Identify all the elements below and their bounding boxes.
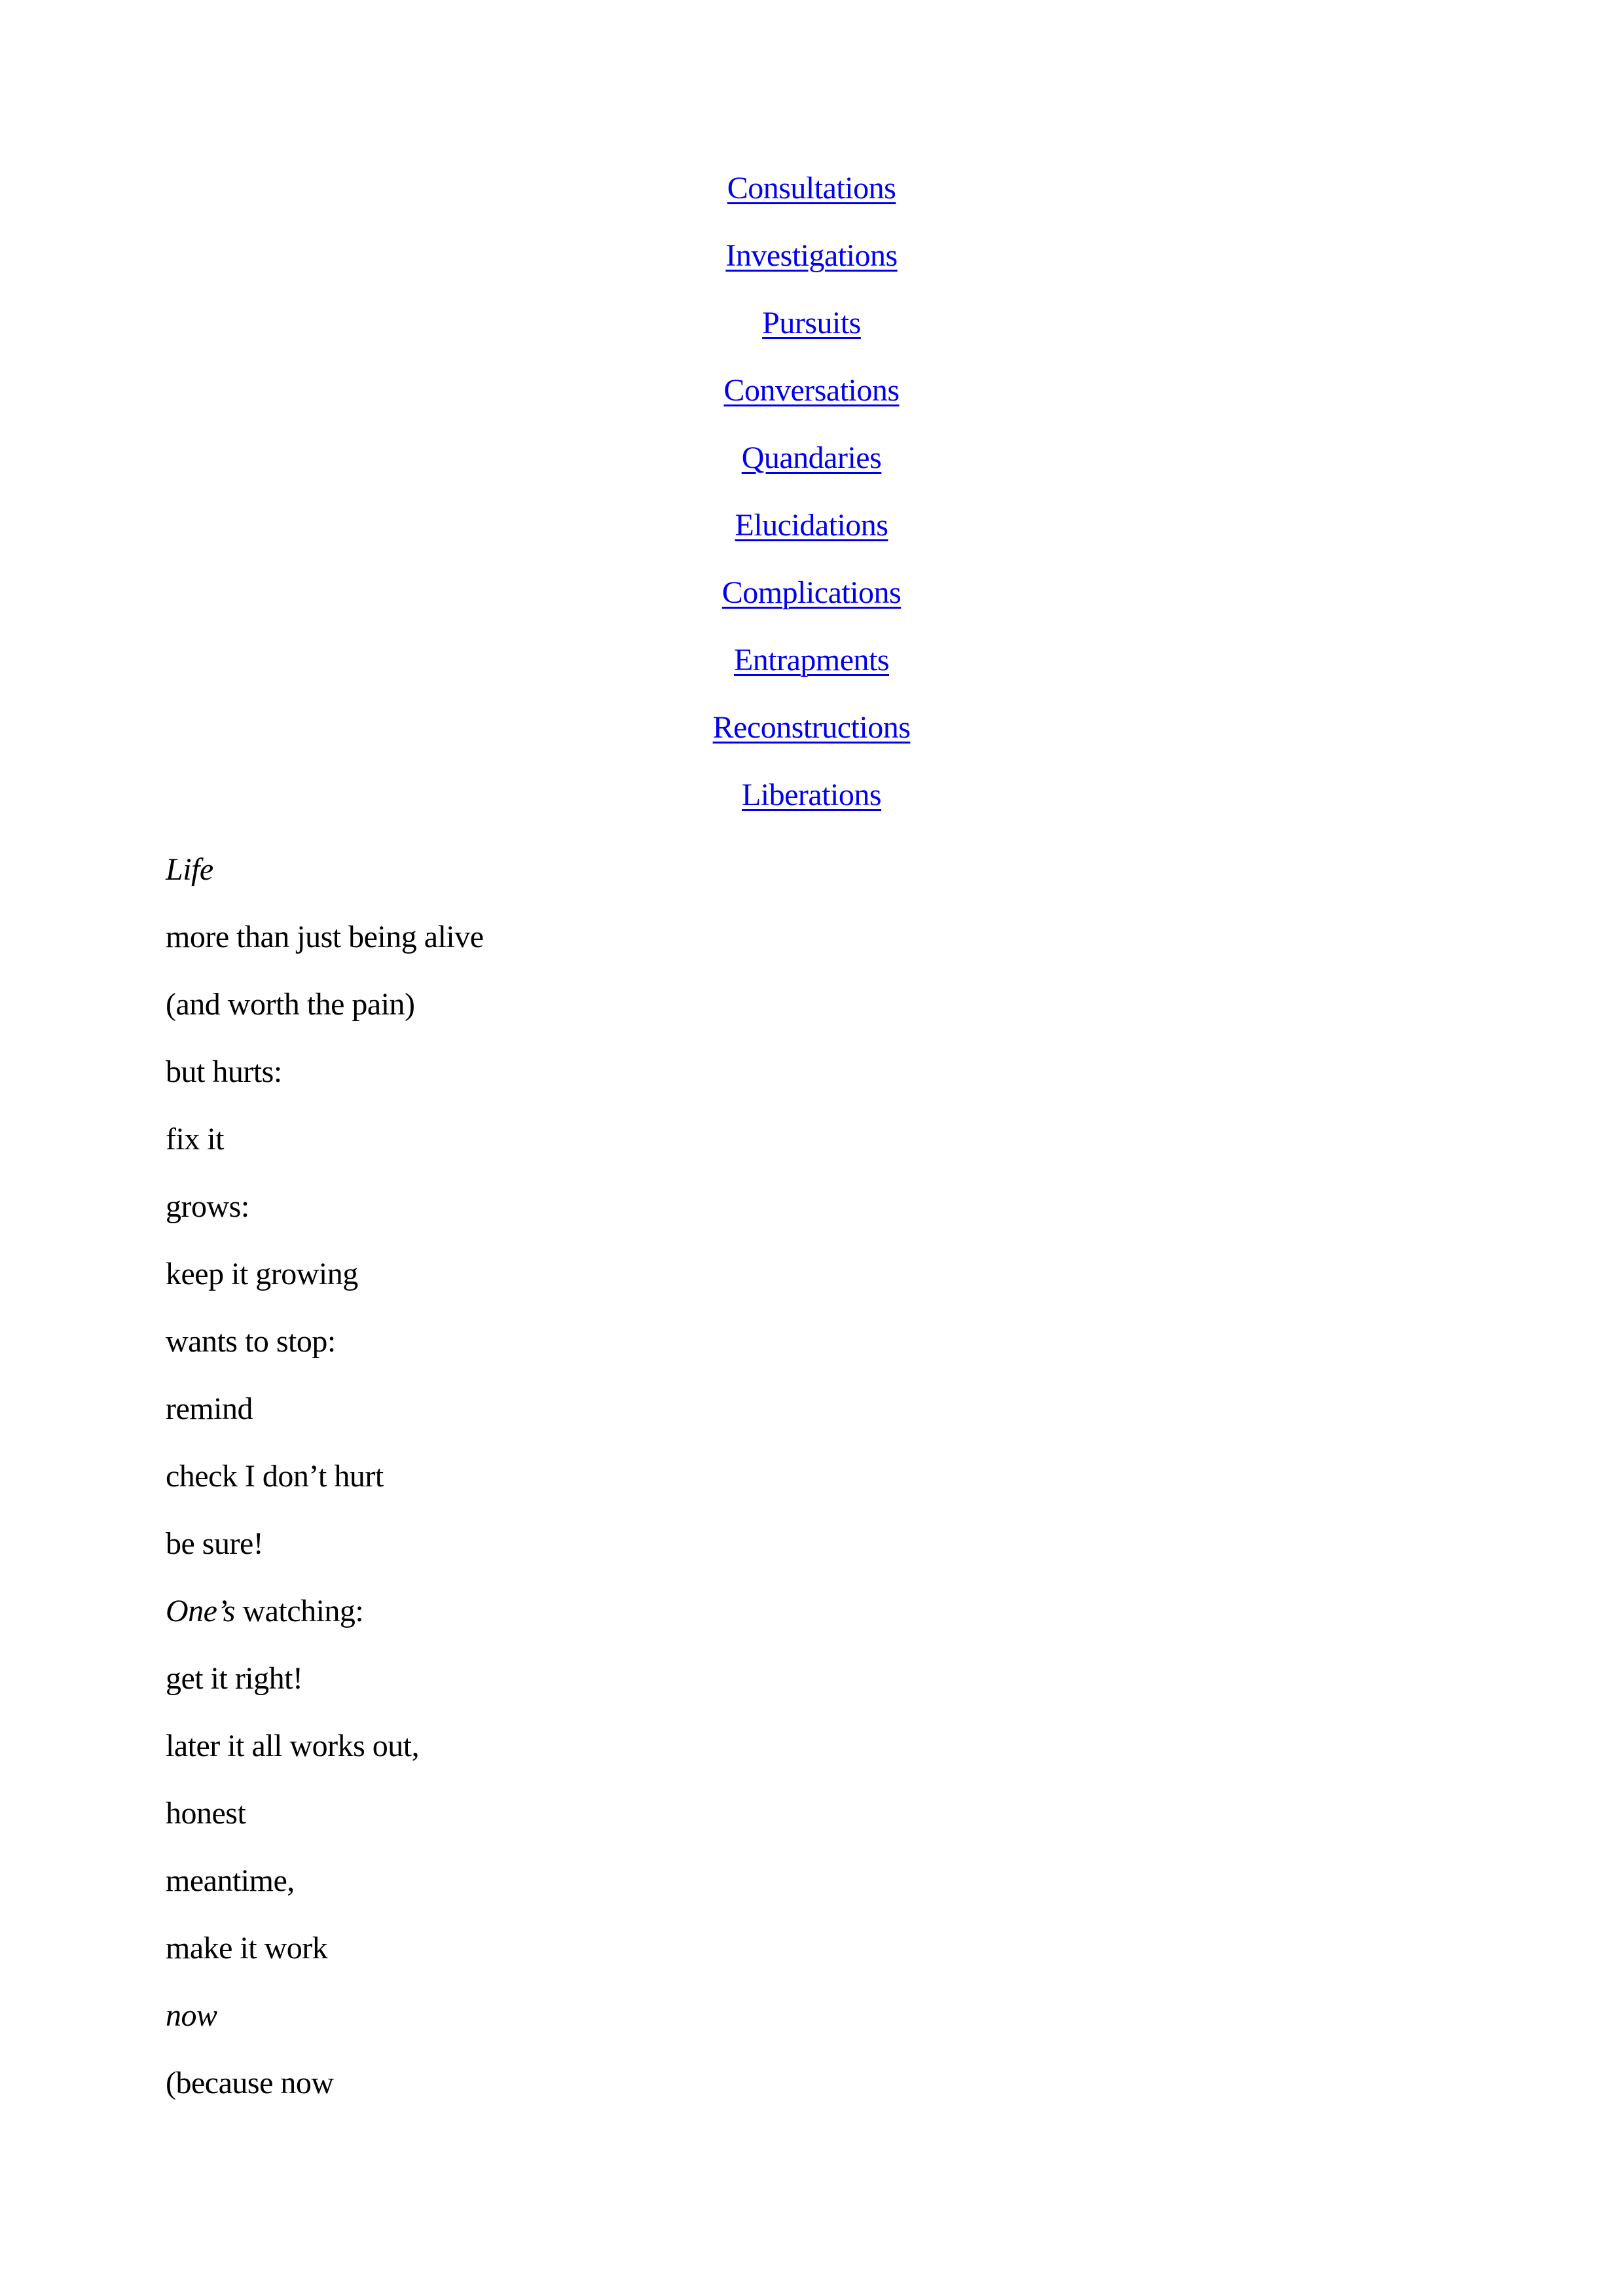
poem-line: more than just being alive [166,920,484,954]
poem-line-rest: watching: [242,1594,364,1628]
poem-title: Life [166,852,213,887]
poem-line: honest [166,1796,246,1831]
poem-line: (because now [166,2066,334,2100]
poem-line-emphasis: One’s [166,1594,235,1628]
poem-line: grows: [166,1189,249,1224]
nav-link-consultations[interactable]: Consultations [727,171,896,206]
poem-line: now [166,1998,217,2033]
nav-link-liberations[interactable]: Liberations [741,778,882,812]
nav-link-investigations[interactable]: Investigations [725,238,898,273]
poem-line: keep it growing [166,1257,358,1291]
poem-line: make it work [166,1931,328,1965]
nav-link-reconstructions[interactable]: Reconstructions [712,710,911,745]
poem-line: later it all works out, [166,1729,420,1763]
nav-link-quandaries[interactable]: Quandaries [741,440,882,475]
nav-link-conversations[interactable]: Conversations [723,373,900,408]
poem-line: fix it [166,1122,224,1157]
poem-line: remind [166,1391,253,1426]
poem-line: get it right! [166,1661,303,1696]
nav-link-pursuits[interactable]: Pursuits [762,306,861,340]
poem-line: meantime, [166,1863,295,1898]
nav-link-complications[interactable]: Complications [721,575,902,610]
poem-line: check I don’t hurt [166,1459,384,1494]
poem-line: be sure! [166,1526,264,1561]
poem-line: wants to stop: [166,1324,336,1359]
poem-line [166,1592,363,1631]
nav-link-elucidations[interactable]: Elucidations [735,508,888,543]
nav-link-entrapments[interactable]: Entrapments [733,643,890,677]
poem-line: (and worth the pain) [166,987,415,1022]
poem-line: but hurts: [166,1054,282,1089]
